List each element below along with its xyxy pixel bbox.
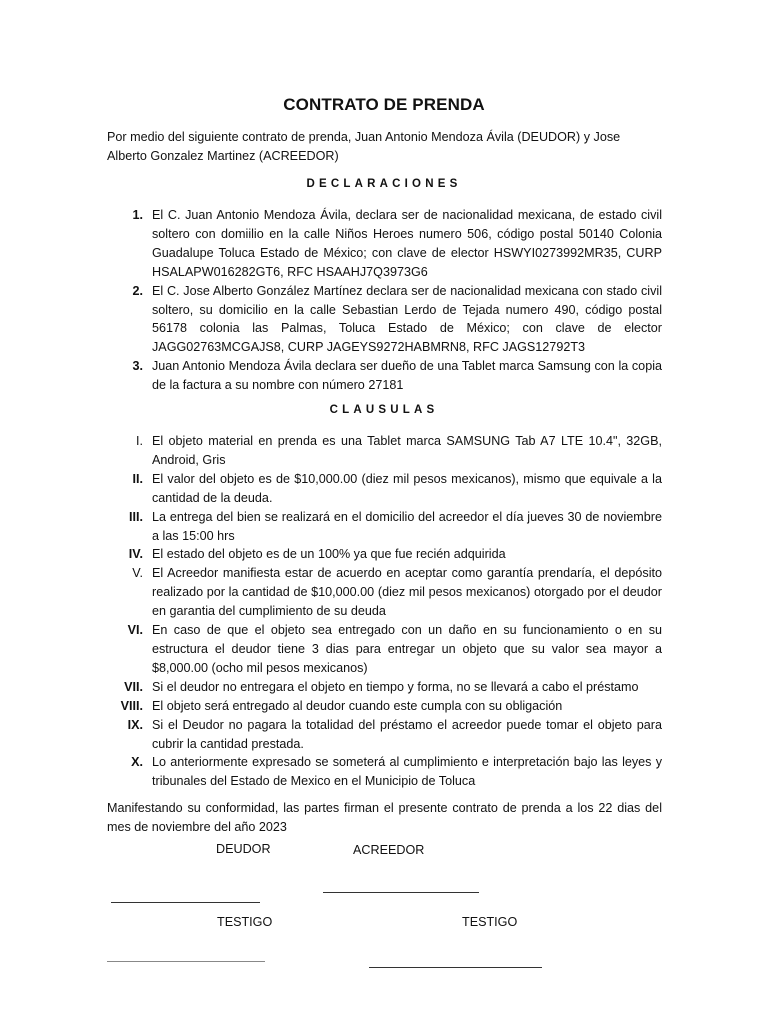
intro-paragraph: Por medio del siguiente contrato de prenda, Juan Antonio Mendoza Ávila (DEUDOR) y Jose Alberto Gonzalez Martinez (ACREEDOR) xyxy=(107,130,621,163)
list-item-number: II. xyxy=(132,471,143,486)
declaraciones-heading: DECLARACIONES xyxy=(306,178,462,190)
list-item xyxy=(107,564,662,621)
acreedor-signature-line xyxy=(323,892,479,893)
list-item xyxy=(107,432,662,470)
list-item-number: 2. xyxy=(132,283,143,298)
acreedor-label: ACREEDOR xyxy=(353,843,425,857)
list-item-text: El objeto será entregado al deudor cuando este cumpla con su obligación xyxy=(152,698,563,713)
deudor-signature-line xyxy=(111,902,260,903)
list-item-text: El objeto material en prenda es una Tablet marca SAMSUNG Tab A7 LTE 10.4", 32GB, Android, Gris xyxy=(152,434,662,467)
list-item-number: X. xyxy=(131,755,143,770)
list-item-text: El Acreedor manifiesta estar de acuerdo en aceptar como garantía prendaría, el depósito realizado por la cantidad de $10,000.00 (diez mil pesos mexicanos) otorgado por el deudor en garantia del cumplimiento de su deuda xyxy=(152,566,662,619)
list-item-text: El C. Jose Alberto González Martínez declara ser de nacionalidad mexicana con stado civil soltero, su domicilio en la calle Sebastian Lerdo de Tejada numero 490, código postal 56178 colonia las Palmas, Toluca Estado de México; con clave de elector JAGG02763MCGAJS8, CURP JAGEYS9272HABMRN8, RFC JAGS12792T3 xyxy=(152,283,662,355)
testigo-1-signature-line xyxy=(107,961,265,962)
list-item-number: 3. xyxy=(132,359,143,374)
list-item xyxy=(107,206,662,282)
list-item-text: Si el Deudor no pagara la totalidad del préstamo el acreedor puede tomar el objeto para cubrir la cantidad prestada. xyxy=(152,717,662,751)
list-item-text: El valor del objeto es de $10,000.00 (diez mil pesos mexicanos), mismo que equivale a la cantidad de la deuda. xyxy=(152,471,662,505)
list-item-text: La entrega del bien se realizará en el domicilio del acreedor el día jueves 30 de noviembre a las 15:00 hrs xyxy=(152,509,662,543)
list-item-text: El C. Juan Antonio Mendoza Ávila, declara ser de nacionalidad mexicana, de estado civil soltero con domiilio en la calle Niños Heroes numero 506, código postal 50140 Colonia Guadalupe Toluca Estado de México; con clave de elector HSWYI0273992MR35, CURP HSALAPW016282GT6, RFC HSAAHJ7Q3973G6 xyxy=(152,208,662,279)
list-item xyxy=(107,508,662,546)
list-item-number: III. xyxy=(129,509,143,524)
clausulas-list xyxy=(107,432,662,791)
clausulas-heading: CLAUSULAS xyxy=(329,404,439,416)
list-item xyxy=(107,753,662,791)
document-title: CONTRATO DE PRENDA xyxy=(283,95,485,114)
deudor-label: DEUDOR xyxy=(216,842,271,856)
list-item xyxy=(107,545,662,564)
list-item xyxy=(107,697,662,716)
list-item-number: V. xyxy=(132,566,143,581)
list-item-text: Si el deudor no entregara el objeto en tiempo y forma, no se llevará a cabo el préstamo xyxy=(152,679,639,694)
list-item-number: VIII. xyxy=(120,698,143,713)
list-item-text: Lo anteriormente expresado se someterá al cumplimiento e interpretación bajo las leyes y tribunales del Estado de Mexico en el Municipio de Toluca xyxy=(152,755,662,789)
list-item xyxy=(107,470,662,508)
list-item xyxy=(107,357,662,395)
list-item-number: IV. xyxy=(128,547,143,562)
list-item xyxy=(107,621,662,678)
list-item-text: El estado del objeto es de un 100% ya que fue recién adquirida xyxy=(152,547,506,562)
testigo-2-label: TESTIGO xyxy=(462,915,518,929)
list-item-number: I. xyxy=(136,434,143,448)
list-item xyxy=(107,678,662,697)
list-item xyxy=(107,716,662,754)
list-item-number: IX. xyxy=(127,717,143,732)
list-item-text: En caso de que el objeto sea entregado con un daño en su funcionamiento o en su estructura el deudor tiene 3 dias para entregar un objeto que su valor sea mayor a $8,000.00 (ocho mil pesos mexicanos) xyxy=(152,623,662,675)
declaraciones-list xyxy=(107,206,662,395)
testigo-1-label: TESTIGO xyxy=(217,915,273,929)
testigo-2-signature-line xyxy=(369,967,542,968)
list-item xyxy=(107,282,662,358)
closing-paragraph: Manifestando su conformidad, las partes firman el presente contrato de prenda a los 22 dias del mes de noviembre del año 2023 xyxy=(107,801,662,834)
list-item-number: VI. xyxy=(127,623,143,638)
list-item-number: 1. xyxy=(132,208,143,222)
list-item-number: VII. xyxy=(124,679,143,694)
list-item-text: Juan Antonio Mendoza Ávila declara ser dueño de una Tablet marca Samsung con la copia de la factura a su nombre con número 27181 xyxy=(152,359,662,393)
